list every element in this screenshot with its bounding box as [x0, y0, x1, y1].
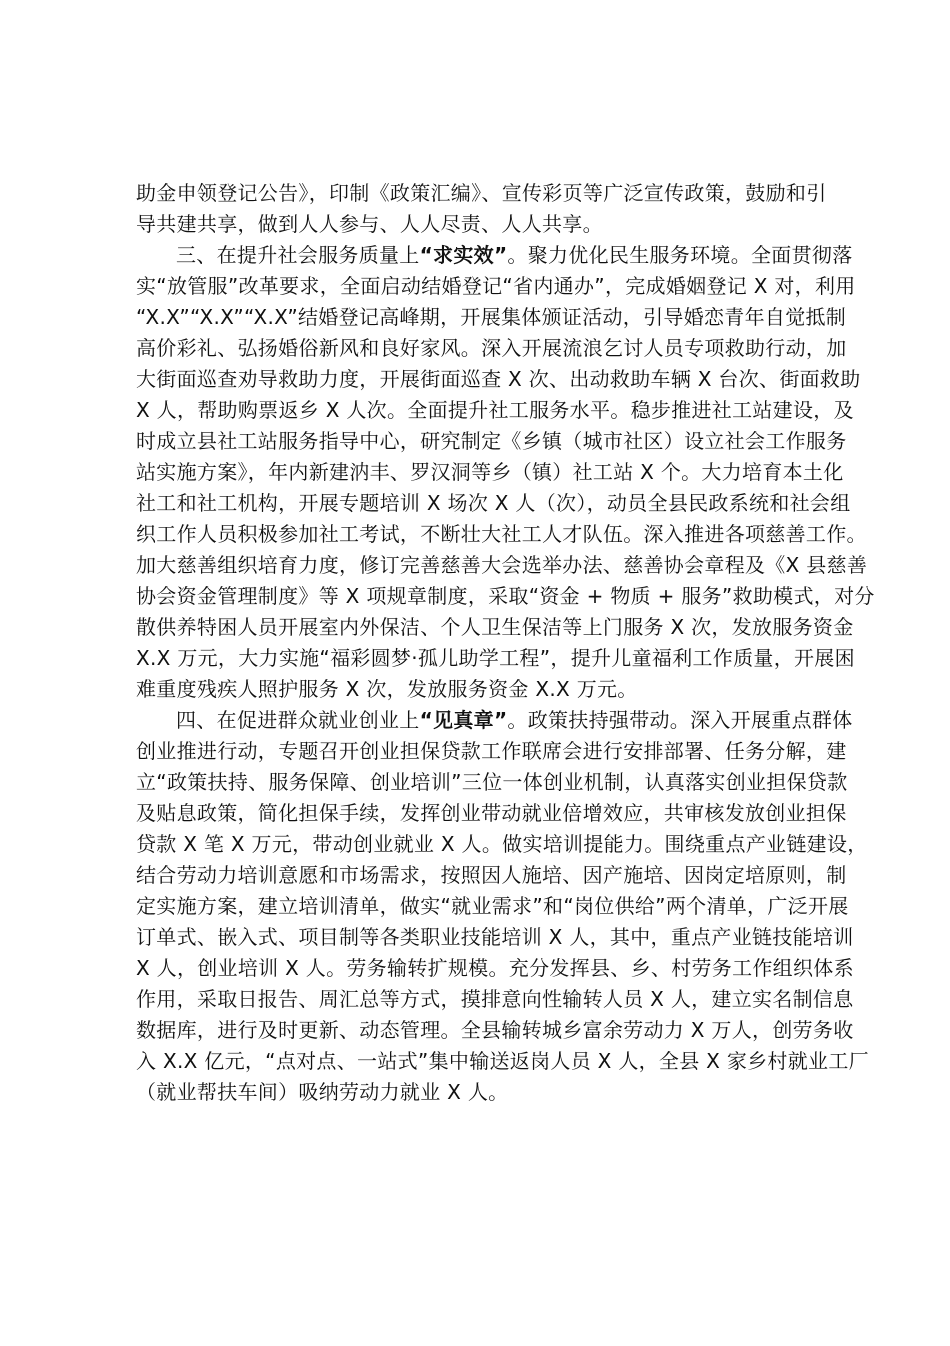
text-line: 站实施方案》，年内新建汭丰、罗汉洞等乡（镇）社工站 X 个。大力培育本土化: [136, 460, 844, 484]
text-segment: 四、在促进群众就业创业上: [176, 708, 420, 732]
heading-emphasis: “见真章”: [419, 708, 508, 732]
text-line: 助金申领登记公告》，印制《政策汇编》、宣传彩页等广泛宣传政策，鼓励和引: [136, 181, 827, 205]
text-line: 结合劳动力培训意愿和市场需求，按照因人施培、因产施培、因岗定培原则，制: [136, 863, 847, 887]
text-line: 时成立县社工站服务指导中心，研究制定《乡镇（城市社区）设立社会工作服务: [136, 429, 847, 453]
text-line: 作用，采取日报告、周汇总等方式，摸排意向性输转人员 X 人，建立实名制信息: [136, 987, 854, 1011]
text-line: 难重度残疾人照护服务 X 次，发放服务资金 X.X 万元。: [136, 677, 638, 701]
paragraph-2: [136, 240, 875, 705]
text-line: 高价彩礼、弘扬婚俗新风和良好家风。深入开展流浪乞讨人员专项救助行动，加: [136, 336, 847, 360]
text-line: 订单式、嵌入式、项目制等各类职业技能培训 X 人，其中，重点产业链技能培训: [136, 925, 854, 949]
text-line: 实“放管服”改革要求，全面启动结婚登记“省内通办”，完成婚姻登记 X 对，利用: [136, 274, 856, 298]
text-line: 协会资金管理制度》等 X 项规章制度，采取“资金 + 物质 + 服务”救助模式，对分: [136, 584, 875, 608]
text-line: 大街面巡查劝导救助力度，开展街面巡查 X 次、出动救助车辆 X 台次、街面救助: [136, 367, 861, 391]
text-segment: 三、在提升社会服务质量上: [176, 243, 420, 267]
paragraph-1: [136, 178, 827, 240]
text-line: “X.X”“X.X”“X.X”结婚登记高峰期，开展集体颁证活动，引导婚恋青年自觉抵制: [136, 305, 847, 329]
text-line: X 人，帮助购票返乡 X 人次。全面提升社工服务水平。稳步推进社工站建设，及: [136, 398, 854, 422]
text-line: 入 X.X 亿元，“点对点、一站式”集中输送返岗人员 X 人，全县 X 家乡村就业工厂: [136, 1049, 869, 1073]
document-page: [136, 178, 875, 1108]
text-line: 导共建共享，做到人人参与、人人尽责、人人共享。: [136, 212, 603, 236]
heading-emphasis: “求实效”: [419, 243, 508, 267]
text-line: 织工作人员积极参加社工考试，不断壮大社工人才队伍。深入推进各项慈善工作。: [136, 522, 867, 546]
text-segment: 。政策扶持强带动。深入开展重点群体: [507, 708, 853, 732]
text-line: X 人，创业培训 X 人。劳务输转扩规模。充分发挥县、乡、村劳务工作组织体系: [136, 956, 854, 980]
text-line: [136, 240, 853, 271]
text-line: 立“政策扶持、服务保障、创业培训”三位一体创业机制，认真落实创业担保贷款: [136, 770, 848, 794]
text-line: 及贴息政策，简化担保手续，发挥创业带动就业倍增效应，共审核发放创业担保: [136, 801, 847, 825]
text-line: X.X 万元，大力实施“福彩圆梦·孤儿助学工程”，提升儿童福利工作质量，开展困: [136, 646, 855, 670]
text-line: 社工和社工机构，开展专题培训 X 场次 X 人（次），动员全县民政系统和社会组: [136, 491, 851, 515]
text-line: 加大慈善组织培育力度，修订完善慈善大会选举办法、慈善协会章程及《X 县慈善: [136, 553, 868, 577]
text-line: （就业帮扶车间）吸纳劳动力就业 X 人。: [136, 1080, 509, 1104]
text-line: 散供养特困人员开展室内外保洁、个人卫生保洁等上门服务 X 次，发放服务资金: [136, 615, 854, 639]
text-line: 定实施方案，建立培训清单，做实“就业需求”和“岗位供给”两个清单，广泛开展: [136, 894, 849, 918]
paragraph-3: [136, 705, 869, 1108]
text-line: 数据库，进行及时更新、动态管理。全县输转城乡富余劳动力 X 万人，创劳务收: [136, 1018, 854, 1042]
text-line: 创业推进行动，专题召开创业担保贷款工作联席会进行安排部署、任务分解，建: [136, 739, 847, 763]
text-line: 贷款 X 笔 X 万元，带动创业就业 X 人。做实培训提能力。围绕重点产业链建设，: [136, 832, 868, 856]
text-line: [136, 705, 853, 736]
text-segment: 。聚力优化民生服务环境。全面贯彻落: [507, 243, 853, 267]
